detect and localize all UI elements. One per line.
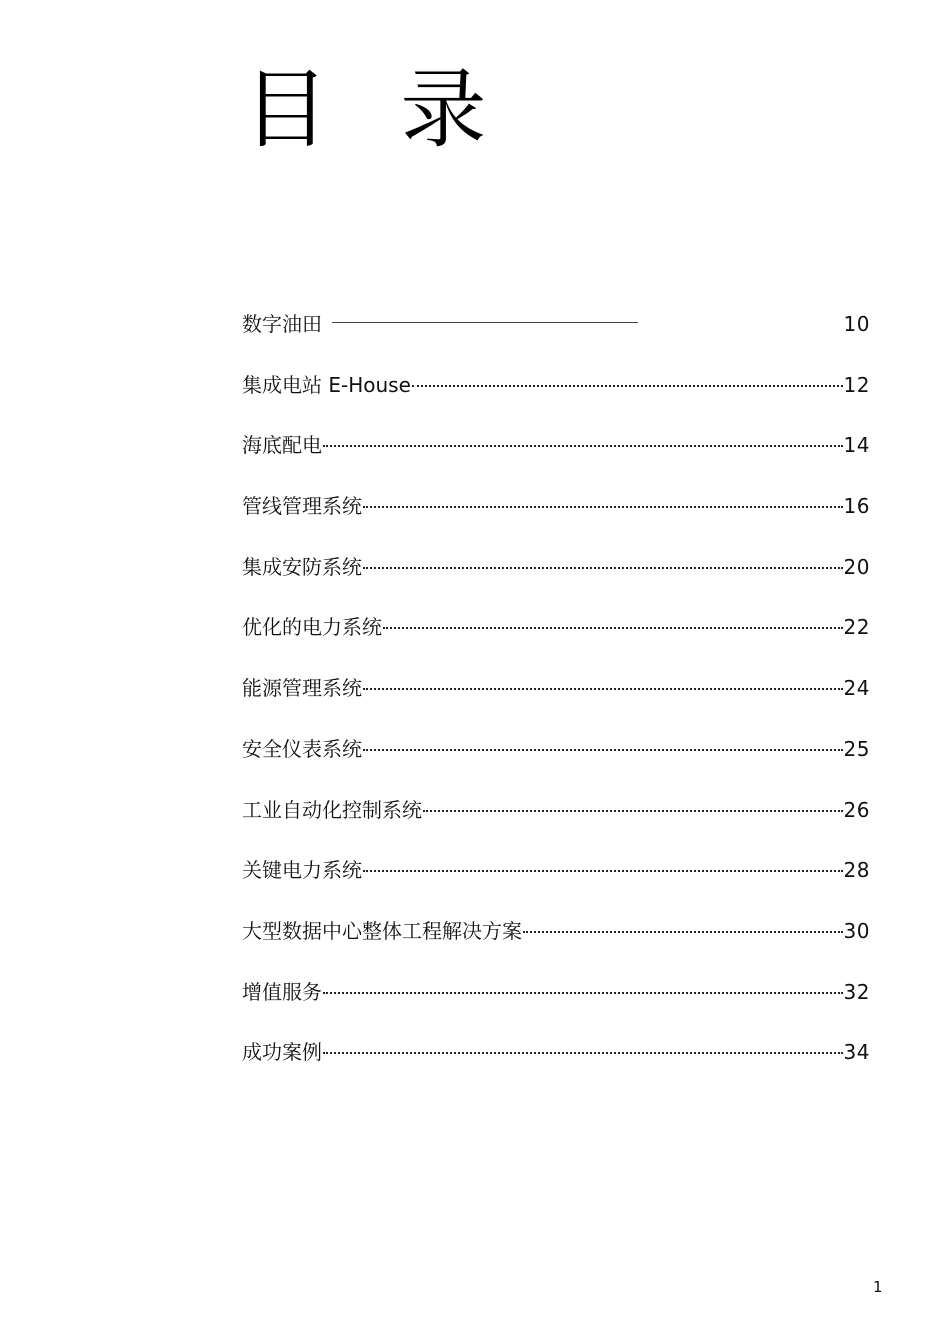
toc-leader [363, 870, 843, 872]
toc-leader [363, 688, 843, 690]
toc-leader [363, 567, 843, 569]
toc-entry-page: 30 [843, 918, 870, 943]
toc-leader [323, 1052, 843, 1054]
toc-entry-label: 管线管理系统 [242, 494, 362, 519]
toc-entry-label: 成功案例 [242, 1040, 322, 1065]
toc-entry-page: 25 [843, 736, 870, 761]
toc-entry-page: 26 [843, 797, 870, 822]
toc-entry-label: 集成安防系统 [242, 554, 362, 579]
toc-entry[interactable] [242, 854, 870, 915]
toc-entry[interactable] [242, 976, 870, 1037]
toc-entry-label: 数字油田 [242, 312, 322, 336]
toc-entry[interactable] [242, 611, 870, 672]
toc-entry-label: 工业自动化控制系统 [242, 797, 422, 822]
toc-leader [412, 385, 843, 387]
toc-entry[interactable] [242, 915, 870, 976]
toc-leader [332, 322, 638, 323]
toc-leader [323, 992, 843, 994]
toc-entry-page: 22 [843, 615, 870, 640]
table-of-contents [242, 308, 870, 1097]
toc-entry-page: 28 [843, 858, 870, 883]
toc-entry-page: 24 [843, 676, 870, 701]
toc-entry[interactable] [242, 794, 870, 855]
toc-entry[interactable] [242, 551, 870, 612]
toc-leader [523, 931, 843, 933]
toc-entry-page: 34 [843, 1040, 870, 1065]
page-number: 1 [873, 1278, 883, 1296]
toc-entry-page: 32 [843, 979, 870, 1004]
toc-entry[interactable] [242, 429, 870, 490]
toc-entry[interactable] [242, 672, 870, 733]
toc-entry[interactable] [242, 490, 870, 551]
toc-entry-page: 12 [843, 372, 870, 397]
toc-entry-label: 增值服务 [242, 979, 322, 1004]
toc-entry-label: 优化的电力系统 [242, 615, 382, 640]
toc-entry[interactable] [242, 308, 870, 369]
toc-entry-page: 16 [843, 494, 870, 519]
toc-entry-page: 20 [843, 554, 870, 579]
toc-entry[interactable] [242, 733, 870, 794]
toc-entry[interactable] [242, 1036, 870, 1097]
toc-leader [323, 445, 843, 447]
toc-entry-label: 关键电力系统 [242, 858, 362, 883]
toc-entry-label: 集成电站 E-House [242, 372, 411, 397]
toc-entry-page: 10 [843, 312, 870, 336]
toc-entry-label: 大型数据中心整体工程解决方案 [242, 918, 522, 943]
toc-leader [423, 810, 843, 812]
toc-leader [383, 627, 843, 629]
toc-entry-label: 能源管理系统 [242, 676, 362, 701]
toc-leader [363, 506, 843, 508]
toc-entry-label: 海底配电 [242, 433, 322, 458]
toc-entry[interactable] [242, 369, 870, 430]
toc-entry-page: 14 [843, 433, 870, 458]
toc-leader [363, 749, 843, 751]
page-title: 目 录 [243, 60, 509, 160]
toc-entry-label: 安全仪表系统 [242, 736, 362, 761]
